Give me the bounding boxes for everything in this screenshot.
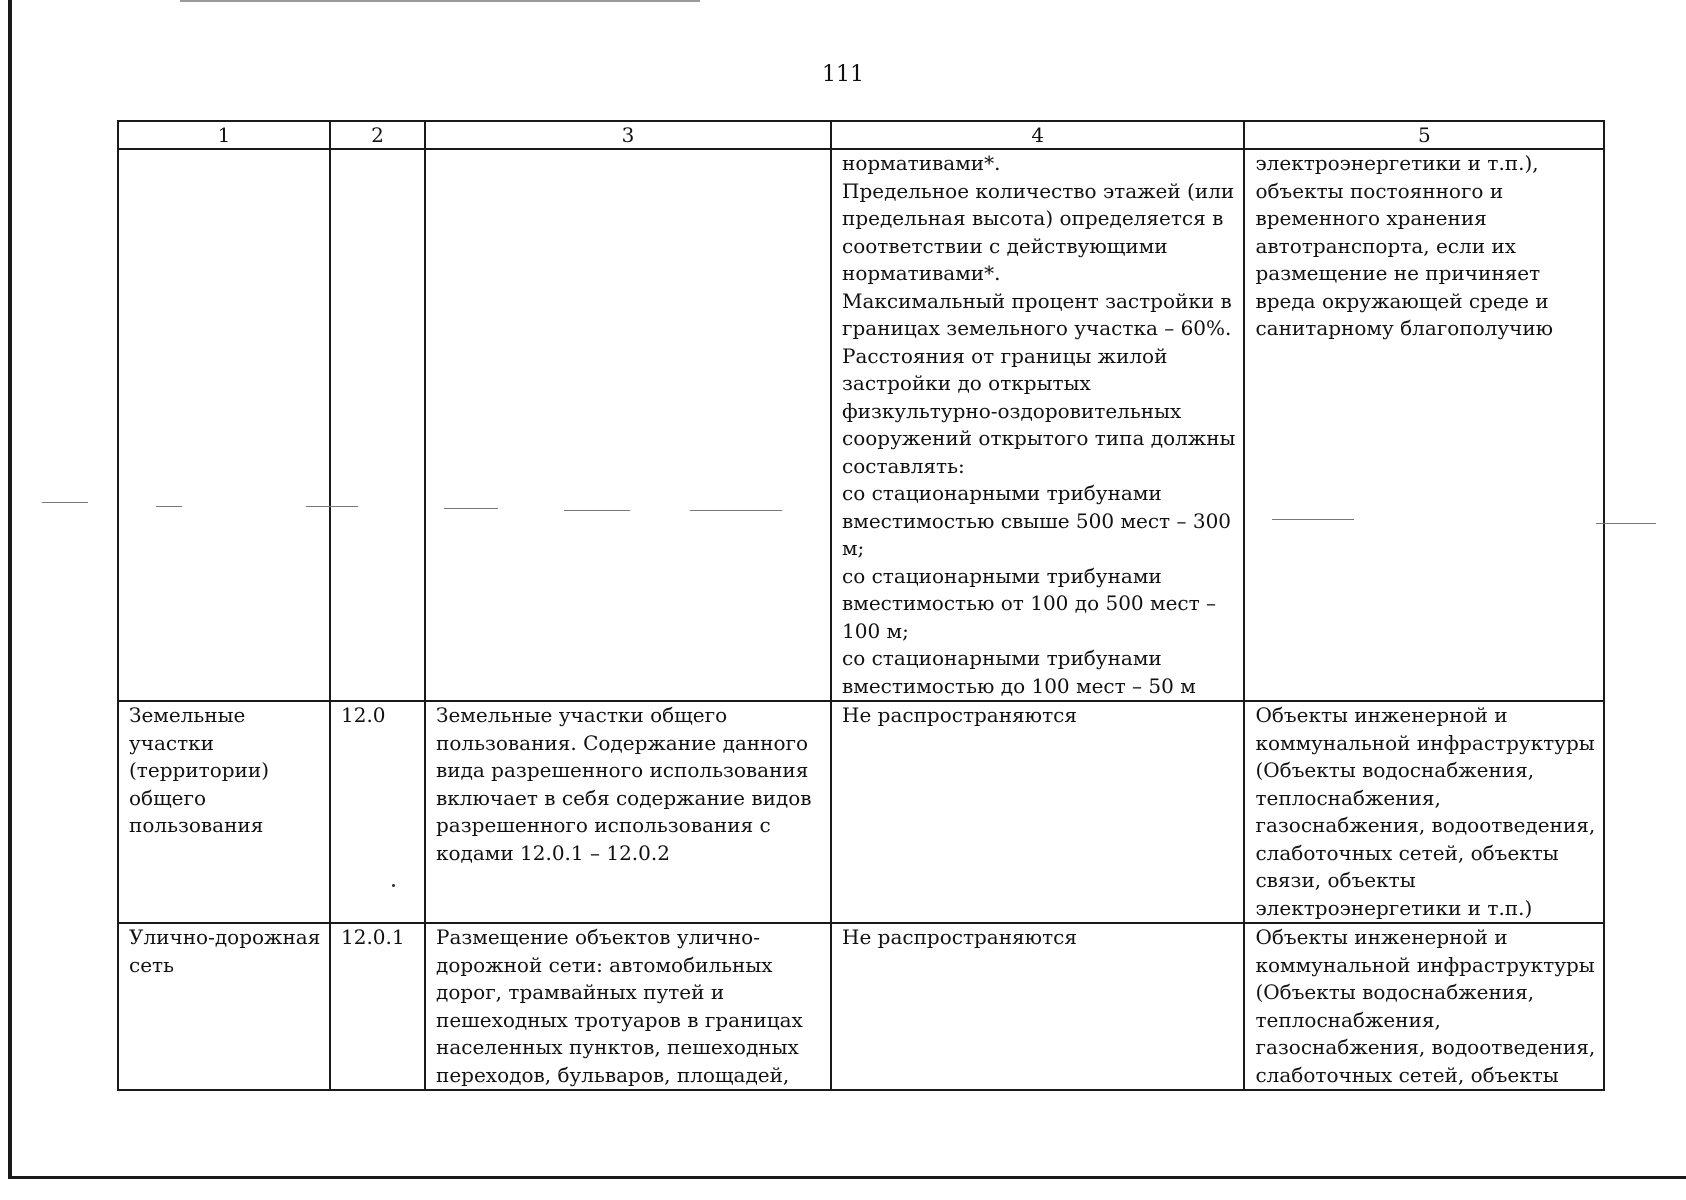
cell-text-line: (Объекты водоснабжения, <box>1255 980 1535 1004</box>
cell-text-line: участки <box>129 730 215 755</box>
table-cell-col-3 <box>425 923 831 1090</box>
table-cell-col-5 <box>1244 149 1604 701</box>
table-cell-col-5 <box>1244 701 1604 923</box>
header-col-5: 5 <box>1244 121 1604 149</box>
cell-text-line: нормативами*. <box>842 151 1001 175</box>
cell-text-line: электроэнергетики и т.п.) <box>1255 895 1533 920</box>
cell-text-line: слаботочных сетей, объекты <box>1255 840 1559 865</box>
cell-text-line: (Объекты водоснабжения, <box>1255 758 1535 782</box>
cell-text-line: временного хранения <box>1255 206 1487 230</box>
table-body <box>118 149 1604 1090</box>
cell-text-line: сеть <box>129 952 174 977</box>
cell-text-line: связи, объекты <box>1255 868 1416 892</box>
cell-text-line: кодами 12.0.1 – 12.0.2 <box>436 840 670 865</box>
cell-text-line: газоснабжения, водоотведения, <box>1255 1035 1596 1059</box>
cell-text-line: 12.0 <box>341 703 386 727</box>
scan-dash-mark <box>156 506 182 507</box>
cell-text-line: пользования. Содержание данного <box>436 730 809 755</box>
cell-text-line: Земельные <box>129 703 246 727</box>
cell-text-line: вместимостью от 100 до 500 мест – <box>842 591 1217 615</box>
cell-text-line: теплоснабжения, <box>1255 1007 1441 1032</box>
table-cell-col-1 <box>118 149 330 701</box>
cell-text-line: пользования <box>129 813 264 837</box>
scan-dash-mark <box>690 510 782 511</box>
cell-text-line: составлять: <box>842 453 965 478</box>
scan-edge-bottom <box>8 1176 1686 1179</box>
cell-text-line: разрешенного использования с <box>436 813 771 837</box>
table-cell-col-4 <box>831 701 1244 923</box>
scan-dash-mark <box>444 508 498 509</box>
scan-edge-top <box>180 0 700 2</box>
cell-text-line: соответствии с действующими <box>842 233 1168 258</box>
scan-dash-mark <box>1272 519 1354 520</box>
cell-text-line: Земельные участки общего <box>436 703 728 727</box>
table-cell-col-4 <box>831 923 1244 1090</box>
table-cell-col-3 <box>425 149 831 701</box>
scan-dash-mark <box>564 510 630 511</box>
scan-dash-mark <box>306 506 358 507</box>
table-cell-col-1 <box>118 701 330 923</box>
header-row <box>118 121 1604 149</box>
scan-edge-left <box>8 0 12 1178</box>
cell-text-line: 12.0.1 <box>341 925 405 949</box>
table-cell-col-5 <box>1244 923 1604 1090</box>
cell-text-line: включает в себя содержание видов <box>436 785 812 810</box>
cell-text-line: дорог, трамвайных путей и <box>436 980 725 1004</box>
cell-text-line: со стационарными трибунами <box>842 563 1162 588</box>
cell-text-line: нормативами*. <box>842 261 1001 285</box>
table-cell-col-3 <box>425 701 831 923</box>
scan-dot <box>392 884 395 887</box>
cell-text-line: автотранспорта, если их <box>1255 233 1516 258</box>
page-number: 111 <box>822 62 864 87</box>
cell-text-line: вместимостью свыше 500 мест – 300 <box>842 508 1232 533</box>
cell-text-line: (территории) <box>129 758 270 782</box>
cell-text-line: Улично-дорожная <box>129 925 321 949</box>
cell-text-line: со стационарными трибунами <box>842 646 1162 670</box>
cell-text-line: вида разрешенного использования <box>436 758 809 782</box>
header-col-2: 2 <box>330 121 425 149</box>
cell-text-line: Объекты инженерной и <box>1255 703 1508 727</box>
table-cell-col-2 <box>330 923 425 1090</box>
cell-text-line: Максимальный процент застройки в <box>842 288 1232 313</box>
scan-dash-mark <box>1596 523 1656 524</box>
cell-text-line: дорожной сети: автомобильных <box>436 952 773 977</box>
cell-text-line: санитарному благополучию <box>1255 316 1554 340</box>
cell-text-line: коммунальной инфраструктуры <box>1255 730 1595 755</box>
cell-text-line: Не распространяются <box>842 703 1077 727</box>
cell-text-line: общего <box>129 785 207 810</box>
cell-text-line: Расстояния от границы жилой <box>842 343 1168 368</box>
cell-text-line: Объекты инженерной и <box>1255 925 1508 949</box>
table-cell-col-1 <box>118 923 330 1090</box>
cell-text-line: физкультурно-оздоровительных <box>842 398 1182 423</box>
cell-text-line: вреда окружающей среде и <box>1255 288 1549 313</box>
cell-text-line: населенных пунктов, пешеходных <box>436 1035 799 1059</box>
cell-text-line: сооружений открытого типа должны <box>842 426 1236 450</box>
cell-text-line: объекты постоянного и <box>1255 178 1504 203</box>
cell-text-line: размещение не причиняет <box>1255 261 1541 285</box>
cell-text-line: границах земельного участка – 60%. <box>842 316 1232 340</box>
table-row <box>118 923 1604 1090</box>
cell-text-line: Предельное количество этажей (или <box>842 178 1235 203</box>
table-cell-col-2 <box>330 149 425 701</box>
cell-text-line: переходов, бульваров, площадей, <box>436 1062 790 1087</box>
cell-text-line: Не распространяются <box>842 925 1077 949</box>
table-cell-col-2 <box>330 701 425 923</box>
table-row <box>118 149 1604 701</box>
header-col-3: 3 <box>425 121 831 149</box>
header-col-4: 4 <box>831 121 1244 149</box>
cell-text-line: предельная высота) определяется в <box>842 206 1224 230</box>
cell-text-line: электроэнергетики и т.п.), <box>1255 151 1539 175</box>
zoning-table <box>117 120 1605 1091</box>
table-cell-col-4 <box>831 149 1244 701</box>
cell-text-line: м; <box>842 536 865 560</box>
cell-text-line: теплоснабжения, <box>1255 785 1441 810</box>
cell-text-line: застройки до открытых <box>842 371 1091 395</box>
cell-text-line: со стационарными трибунами <box>842 481 1162 505</box>
table-row <box>118 701 1604 923</box>
cell-text-line: 100 м; <box>842 618 909 643</box>
table-header <box>118 121 1604 149</box>
cell-text-line: коммунальной инфраструктуры <box>1255 952 1595 977</box>
header-col-1: 1 <box>118 121 330 149</box>
cell-text-line: газоснабжения, водоотведения, <box>1255 813 1596 837</box>
cell-text-line: слаботочных сетей, объекты <box>1255 1062 1559 1087</box>
cell-text-line: вместимостью до 100 мест – 50 м <box>842 673 1196 698</box>
cell-text-line: пешеходных тротуаров в границах <box>436 1007 803 1032</box>
scan-dash-mark <box>42 502 88 503</box>
cell-text-line: Размещение объектов улично- <box>436 925 760 949</box>
